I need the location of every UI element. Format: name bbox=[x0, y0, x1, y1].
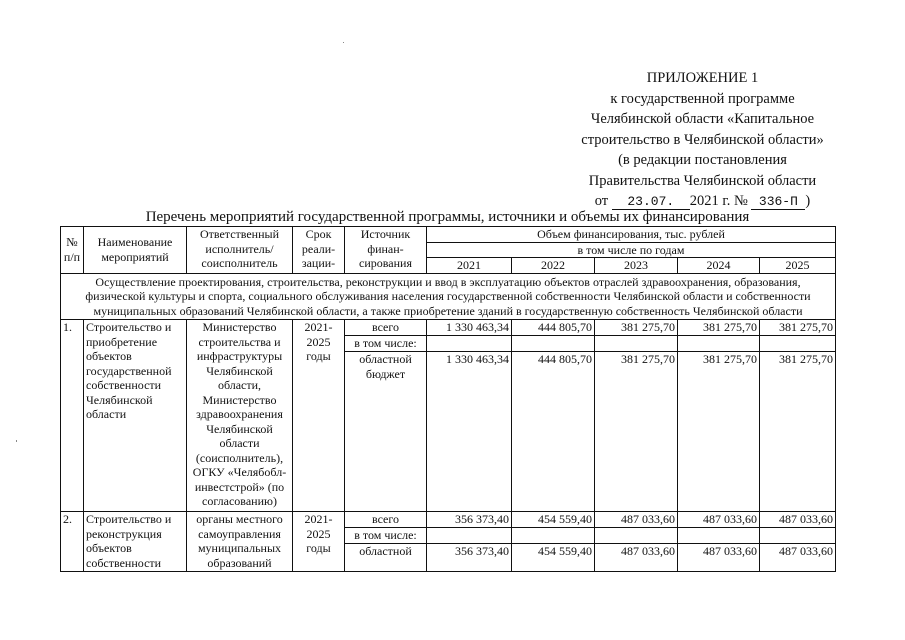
appendix-line: (в редакции постановления bbox=[618, 152, 787, 168]
header-row bbox=[61, 227, 836, 243]
amount-cell: 487 033,60 bbox=[595, 512, 678, 528]
appendix-from: от bbox=[594, 193, 609, 209]
amount-cell: 381 275,70 bbox=[760, 352, 836, 512]
empty-cell bbox=[678, 336, 760, 352]
col-header-name: Наименование мероприятий bbox=[84, 227, 187, 274]
empty-cell bbox=[427, 336, 512, 352]
appendix-line: Правительства Челябинской области bbox=[588, 172, 817, 189]
empty-cell bbox=[760, 528, 836, 544]
row-name: Строительство и реконструкция объектов собственности bbox=[84, 512, 187, 572]
col-header-executor: Ответственный исполнитель/ соисполнитель bbox=[187, 227, 293, 274]
year-header: 2025 bbox=[760, 258, 836, 274]
empty-cell bbox=[512, 336, 595, 352]
amount-cell: 1 330 463,34 bbox=[427, 352, 512, 512]
row-number: 1. bbox=[61, 320, 84, 512]
amount-cell: 487 033,60 bbox=[678, 544, 760, 572]
scan-speck bbox=[16, 440, 17, 442]
row-executor: органы местного самоуправления муниципальных образований bbox=[187, 512, 293, 572]
amount-cell: 487 033,60 bbox=[678, 512, 760, 528]
col-header-volume: Объем финансирования, тыс. рублей bbox=[427, 227, 836, 243]
row-executor: Министерство строительства и инфраструктуры Челябинской области, Министерство здравоохранения Челябинской области (соисполнитель), ОГКУ «Челябобл- инвестстрой» (по согласованию) bbox=[187, 320, 293, 512]
row-name: Строительство и приобретение объектов государственной собственности Челябинской области bbox=[84, 320, 187, 512]
appendix-close: ) bbox=[805, 193, 811, 209]
amount-cell: 444 805,70 bbox=[512, 320, 595, 336]
handwritten-date: 23.07. bbox=[612, 194, 690, 210]
appendix-line: строительство в Челябинской области» bbox=[581, 131, 824, 148]
amount-cell: 356 373,40 bbox=[427, 544, 512, 572]
appendix-title: ПРИЛОЖЕНИЕ 1 bbox=[646, 70, 759, 86]
amount-cell: 487 033,60 bbox=[595, 544, 678, 572]
amount-cell: 454 559,40 bbox=[512, 544, 595, 572]
source-total-label: всего bbox=[345, 512, 427, 528]
source-incl-label: в том числе: bbox=[345, 528, 427, 544]
row-number: 2. bbox=[61, 512, 84, 572]
amount-cell: 487 033,60 bbox=[760, 512, 836, 528]
year-header: 2023 bbox=[595, 258, 678, 274]
appendix-line: Челябинской области «Капитальное bbox=[590, 111, 815, 127]
row-term: 2021- 2025 годы bbox=[293, 512, 345, 572]
empty-cell bbox=[595, 528, 678, 544]
empty-cell bbox=[678, 528, 760, 544]
col-header-num: № п/п bbox=[61, 227, 84, 274]
source-regional-label: областной бюджет bbox=[345, 352, 427, 512]
amount-cell: 454 559,40 bbox=[512, 512, 595, 528]
amount-cell: 1 330 463,34 bbox=[427, 320, 512, 336]
col-header-by-years: в том числе по годам bbox=[427, 242, 836, 258]
funding-table bbox=[60, 226, 836, 572]
source-incl-label: в том числе: bbox=[345, 336, 427, 352]
year-header: 2024 bbox=[678, 258, 760, 274]
year-header: 2022 bbox=[512, 258, 595, 274]
appendix-year: 2021 г. № bbox=[689, 193, 748, 209]
amount-cell: 381 275,70 bbox=[678, 320, 760, 336]
amount-cell: 381 275,70 bbox=[678, 352, 760, 512]
empty-cell bbox=[427, 528, 512, 544]
amount-cell: 356 373,40 bbox=[427, 512, 512, 528]
amount-cell: 381 275,70 bbox=[595, 352, 678, 512]
handwritten-number: 336-П bbox=[751, 194, 805, 210]
scan-speck bbox=[343, 42, 344, 43]
source-regional-label: областной bbox=[345, 544, 427, 572]
amount-cell: 487 033,60 bbox=[760, 544, 836, 572]
section-title: Осуществление проектирования, строительства, реконструкции и ввод в эксплуатацию объектов отраслей здравоохранения, образования, физической культуры и спорта, социального обслуживания населения государственной собственности Челябинской области и собственности муниципальных образований Челябинской области, а также приобретение зданий в государственную собственность Челябинской области bbox=[61, 273, 836, 320]
source-total-label: всего bbox=[345, 320, 427, 336]
amount-cell: 381 275,70 bbox=[760, 320, 836, 336]
amount-cell: 381 275,70 bbox=[595, 320, 678, 336]
list-title: Перечень мероприятий государственной программы, источники и объемы их финансирования bbox=[145, 209, 750, 225]
empty-cell bbox=[595, 336, 678, 352]
year-header: 2021 bbox=[427, 258, 512, 274]
appendix-block bbox=[560, 68, 845, 212]
empty-cell bbox=[512, 528, 595, 544]
appendix-line: к государственной программе bbox=[610, 90, 795, 107]
table-row bbox=[61, 320, 836, 336]
table-row bbox=[61, 512, 836, 528]
amount-cell: 444 805,70 bbox=[512, 352, 595, 512]
row-term: 2021- 2025 годы bbox=[293, 320, 345, 512]
col-header-source: Источник финан- сирования bbox=[345, 227, 427, 274]
section-row bbox=[61, 273, 836, 320]
col-header-term: Срок реали- зации- bbox=[293, 227, 345, 274]
empty-cell bbox=[760, 336, 836, 352]
